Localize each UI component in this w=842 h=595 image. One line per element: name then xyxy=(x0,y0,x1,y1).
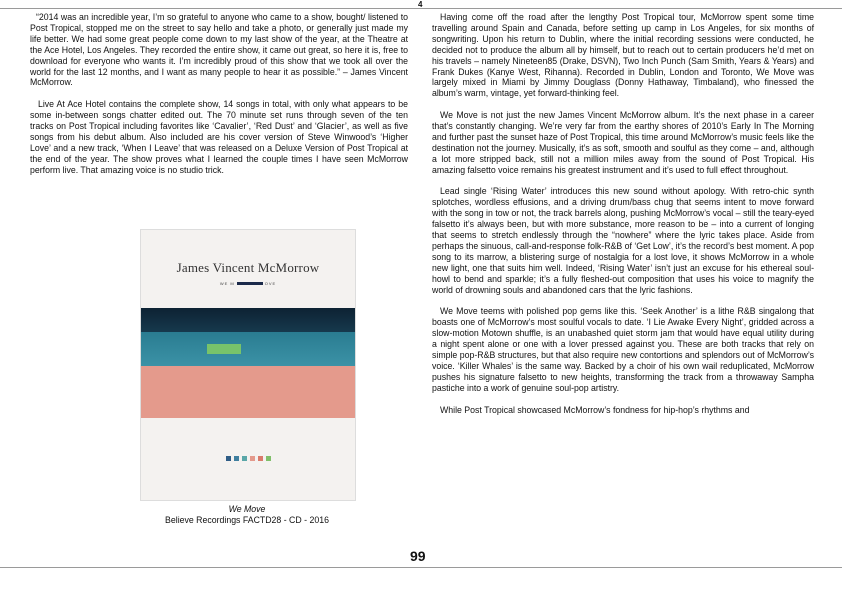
album-cover xyxy=(140,229,356,501)
caption-detail: Believe Recordings FACTD28 - CD - 2016 xyxy=(165,515,329,525)
cover-title-left: WE M xyxy=(219,281,235,286)
cover-artist-name: James Vincent McMorrow xyxy=(176,260,320,275)
cover-album-title xyxy=(141,281,355,286)
bottom-rule xyxy=(0,567,842,568)
cover-color-dots xyxy=(141,456,355,461)
cover-color-dot xyxy=(266,456,271,461)
quote-paragraph: “2014 was an incredible year, I’m so grateful to anyone who came to a show, bought/ listened to Post Tropical, stopped me on the street to say hello and take a photo, or generally just made my life better. We had some great people come down to my last show of the year, at the Theatre at the Ace Hotel, Los Angeles. They recorded the entire show, it came out great, so here it is, free to download for everyone who wants it. I’m incredibly proud of this show that we took all over the world for the last 12 months, and I want as many people to hear it as possible.” – James Vincent McMorrow. xyxy=(30,12,408,88)
cover-band-pink xyxy=(141,366,355,418)
cover-color-dot xyxy=(226,456,231,461)
cover-band-teal xyxy=(141,332,355,366)
cover-band-dark xyxy=(141,308,355,332)
body-paragraph: Lead single ‘Rising Water’ introduces this new sound without apology. With retro-chic synth splotches, wordless effusions, and a driving drum/bass chug that seems intent to move forward with the song in tow or not, the track barrels along, pushing McMorrow’s vocal – still the teary-eyed falsetto it’s always been, but with more substance, more reason to be – into a current of longing that seems to stretch endlessly through the “nowhere” where the lyric takes place. Aside from perhaps the sinuous, call-and-response folk-R&B of ‘Get Low’, it’s the record’s best moment. A pop song to its marrow, a blistering surge of nostalgia for a lost love, it shows McMorrow in a whole new light, one that suits him well. Indeed, ‘Rising Water’ isn’t just an excuse for his ethereal soul-howl to bend and sparkle; it’s a fully fleshed-out composition that uses his voice to magnify the world of drowning souls and abandoned cars that the lyric fashions. xyxy=(432,186,814,295)
cover-band-green xyxy=(207,344,241,354)
body-paragraph: Having come off the road after the lengthy Post Tropical tour, McMorrow spent some time travelling around Spain and Canada, before setting up camp in Los Angeles, for six months of songwriting. Upon his return to Dublin, where the initial recording sessions were conducted, he decided not to produce the album all by himself, but to reach out to certain producers he’d met on his travels – namely Nineteen85 (Drake, DSVN), Two Inch Punch (Sam Smith, Years & Years) and Frank Dukes (Kanye West, Rihanna). Recorded in Dublin, London and Toronto, We Move was largely mixed in Miami by Jimmy Douglass (Donny Hathaway, Timbaland), who finessed the album’s warm, vintage, yet forward-thinking feel. xyxy=(432,12,814,99)
body-paragraph: We Move teems with polished pop gems like this. ‘Seek Another’ is a lithe R&B singalong that boasts one of McMorrow’s most soulful vocals to date. ‘I Lie Awake Every Night’, gridded across a slow-motion Motown shuffle, is an unabashed quiet storm jam that would have equal utility during a night spent alone or one with a lover pressed against you. These are both tracks that rely on simple pop-R&B structures, but that also require new contortions and splendors out of McMorrow’s voice. ‘Killer Whales’ is the same way. Backed by a choir of his own wail reduplicated, McMorrow pushes his signature falsetto to new heights, transforming the track from a throwaway Sampha pastiche into a work of genuine soul-pop artistry. xyxy=(432,306,814,393)
caption-title: We Move xyxy=(228,504,266,514)
figure-caption xyxy=(120,504,374,526)
header-page-number: 4 xyxy=(418,0,423,9)
cover-color-dot xyxy=(242,456,247,461)
cover-title-bar xyxy=(237,282,263,285)
left-column xyxy=(30,12,408,186)
body-paragraph: We Move is not just the new James Vincent McMorrow album. It’s the next phase in a career that’s constantly changing. We’re very far from the earthy shores of 2010’s Early In The Morning and further past the sunset haze of Post Tropical, this time around McMorrow’s music feels like the destination not the journey. Musically, it’s as soft, smooth and soulful as they come – and, although a lot more stripped back, still not a million miles away from the sound of Post Tropical. His amazing falsetto voice remains his greatest instrument and it’s used to full effect throughout. xyxy=(432,110,814,175)
right-column xyxy=(432,12,814,426)
cover-color-dot xyxy=(250,456,255,461)
page-number: 99 xyxy=(410,548,426,564)
body-paragraph: While Post Tropical showcased McMorrow’s fondness for hip-hop’s rhythms and xyxy=(440,404,750,415)
cover-color-dot xyxy=(258,456,263,461)
cover-title-right: OVE xyxy=(264,281,277,286)
cover-color-dot xyxy=(234,456,239,461)
body-paragraph: Live At Ace Hotel contains the complete show, 14 songs in total, with only what appears to be some in-between songs chatter edited out. The 70 minute set runs through seven of the ten tracks on Post Tropical including favorites like ‘Cavalier’, ‘Red Dust’ and ‘Glacier’, as well as five songs from his debut album. Also included are his cover version of Steve Winwood’s ‘Higher Love’ and a new track, ‘When I Leave’ that was released on a Deluxe Version of Post Tropical at the end of the year. The show proves what I learned the couple times I have seen McMorrow perform live. That amazing voice is no studio trick. xyxy=(30,99,408,175)
